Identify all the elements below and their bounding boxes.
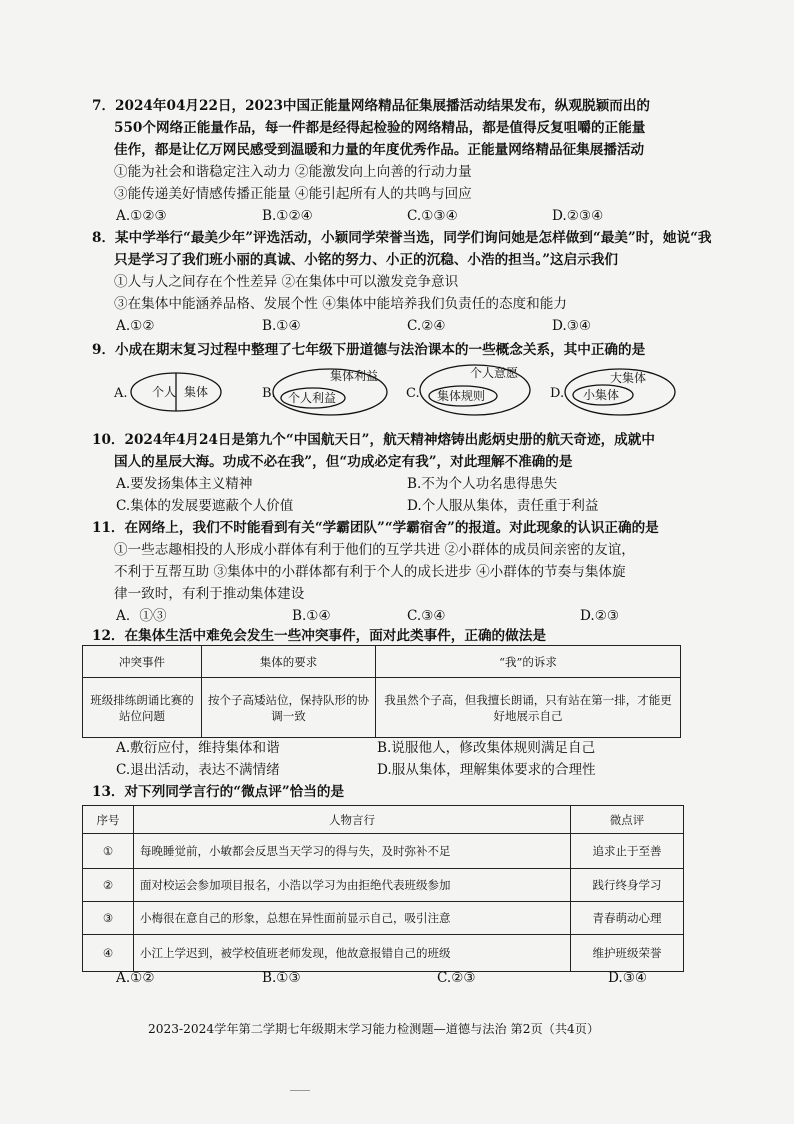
q12-table-header-row	[83, 646, 681, 678]
q9-a-label: A.	[114, 386, 128, 401]
q12-stem: 12．在集体生活中难免会发生一些冲突事件，面对此类事件，正确的做法是	[92, 628, 546, 644]
q12-header-collective: 集体的要求	[202, 646, 376, 678]
q9-c-label: C.	[406, 386, 420, 401]
q11-option-b: B.①④	[292, 608, 331, 624]
q9-b-outer-label: 集体利益	[330, 369, 379, 383]
q9-diagrams	[110, 360, 690, 426]
q13-row-2-number: ②	[83, 869, 134, 902]
q13-row-1-comment: 追求止于至善	[571, 834, 684, 869]
q12-cell-collective: 按个子高矮站位，保持队形的协调一致	[202, 678, 376, 738]
q13-option-a: A.①②	[116, 970, 155, 986]
scan-mark	[290, 1090, 310, 1091]
q13-stem: 13．对下列同学言行的“微点评”恰当的是	[92, 784, 345, 800]
q7-statement-line-2: ③能传递美好情感传播正能量 ④能引起所有人的共鸣与回应	[114, 186, 472, 202]
q9-d-inner-label: 小集体	[583, 388, 620, 402]
q13-header-behavior: 人物言行	[134, 806, 571, 834]
q12-option-c: C.退出活动，表达不满情绪	[116, 762, 280, 778]
q10-line-1: 10．2024年4月24日是第九个“中国航天日”，航天精神熔铸出彪炳史册的航天奇迹，成就中	[92, 432, 655, 448]
q8-line-1: 8．某中学举行“最美少年”评选活动，小颖同学荣誉当选，同学们询问她是怎样做到“最美”时，她说“我	[92, 230, 712, 246]
q12-option-d: D.服从集体，理解集体要求的合理性	[377, 762, 596, 778]
q13-row-4-number: ④	[83, 935, 134, 972]
q9-d-label: D.	[550, 386, 565, 401]
q8-line-2: 只是学习了我们班小丽的真诚、小铭的努力、小正的沉稳、小浩的担当。”这启示我们	[114, 252, 618, 268]
q13-row-2-comment: 践行终身学习	[571, 869, 684, 902]
q10-option-d: D.个人服从集体，责任重于利益	[407, 498, 599, 514]
q12-table	[82, 645, 681, 738]
q8-statement-line-1: ①人与人之间存在个性差异 ②在集体中可以激发竞争意识	[114, 274, 459, 290]
q13-table-row	[83, 834, 684, 869]
q10-option-b: B.不为个人功名患得患失	[407, 476, 558, 492]
q7-line-2: 550个网络正能量作品，每一件都是经得起检验的网络精品，都是值得反复咀嚼的正能量	[114, 120, 646, 136]
q8-option-c: C.②④	[407, 318, 446, 334]
q12-header-me: “我”的诉求	[376, 646, 681, 678]
q13-row-4-behavior: 小江上学迟到，被学校值班老师发现，他故意报错自己的班级	[134, 935, 571, 972]
q12-table-row	[83, 678, 681, 738]
q9-c-inner-label: 集体规则	[437, 389, 486, 403]
q12-cell-me: 我虽然个子高，但我擅长朗诵，只有站在第一排，才能更好地展示自己	[376, 678, 681, 738]
q12-option-a: A.敷衍应付，维持集体和谐	[116, 740, 280, 756]
q12-cell-event: 班级排练朗诵比赛的站位问题	[83, 678, 202, 738]
q13-option-d: D.③④	[608, 970, 648, 986]
q11-line-3: 不利于互帮互助 ③集体中的小群体都有利于个人的成长进步 ④小群体的节奏与集体旋	[114, 564, 626, 580]
q13-header-comment: 微点评	[571, 806, 684, 834]
q11-option-c: C.③④	[407, 608, 446, 624]
q13-row-2-behavior: 面对校运会参加项目报名，小浩以学习为由拒绝代表班级参加	[134, 869, 571, 902]
q12-header-event: 冲突事件	[83, 646, 202, 678]
q13-row-1-behavior: 每晚睡觉前，小敏都会反思当天学习的得与失，及时弥补不足	[134, 834, 571, 869]
q9-a-right-label: 集体	[184, 385, 209, 399]
q13-table-header-row	[83, 806, 684, 834]
q8-option-d: D.③④	[552, 318, 592, 334]
q13-row-3-number: ③	[83, 902, 134, 935]
page-footer: 2023-2024学年第二学期七年级期末学习能力检测题—道德与法治 第2页（共4页）	[148, 1022, 600, 1036]
q9-a-left-label: 个人	[152, 385, 177, 399]
q13-row-3-behavior: 小梅很在意自己的形象，总想在异性面前显示自己，吸引注意	[134, 902, 571, 935]
q7-statement-line-1: ①能为社会和谐稳定注入动力 ②能激发向上向善的行动力量	[114, 164, 472, 180]
q7-line-1: 7．2024年04月22日，2023中国正能量网络精品征集展播活动结果发布，纵观脱颖而出的	[92, 98, 650, 114]
q9-d-outer-label: 大集体	[610, 371, 647, 385]
q13-row-1-number: ①	[83, 834, 134, 869]
q13-header-number: 序号	[83, 806, 134, 834]
q7-line-3: 佳作，都是让亿万网民感受到温暖和力量的年度优秀作品。正能量网络精品征集展播活动	[114, 142, 645, 158]
q9-b-inner-label: 个人利益	[288, 391, 337, 405]
q7-option-d: D.②③④	[552, 208, 604, 224]
q7-option-b: B.①②④	[262, 208, 313, 224]
q11-option-d: D.②③	[580, 608, 620, 624]
q7-option-c: C.①③④	[407, 208, 458, 224]
q12-option-b: B.说服他人，修改集体规则满足自己	[377, 740, 596, 756]
q8-statement-line-2: ③在集体中能涵养品格、发展个性 ④集体中能培养我们负责任的态度和能力	[114, 296, 567, 312]
q11-line-1: 11．在网络上，我们不时能看到有关“学霸团队”“学霸宿舍”的报道。对此现象的认识正确的是	[92, 520, 659, 536]
q13-table-row	[83, 902, 684, 935]
q10-option-a: A.要发扬集体主义精神	[116, 476, 253, 492]
q13-option-c: C.②③	[437, 970, 476, 986]
q13-table-row	[83, 869, 684, 902]
q9-b-label: B.	[262, 386, 276, 401]
q11-line-2: ①一些志趣相投的人形成小群体有利于他们的互学共进 ②小群体的成员间亲密的友谊，	[114, 542, 635, 558]
q13-table-row	[83, 935, 684, 972]
q7-option-a: A.①②③	[116, 208, 167, 224]
q13-row-4-comment: 维护班级荣誉	[571, 935, 684, 972]
q10-line-2: 国人的星辰大海。功成不必在我”，但“功成必定有我”，对此理解不准确的是	[114, 454, 573, 470]
q13-table	[82, 805, 684, 972]
q9-stem: 9．小成在期末复习过程中整理了七年级下册道德与法治课本的一些概念关系，其中正确的是	[92, 342, 646, 358]
q10-option-c: C.集体的发展要遮蔽个人价值	[116, 498, 294, 514]
q11-line-4: 律一致时，有利于推动集体建设	[114, 586, 305, 602]
q8-option-a: A.①②	[116, 318, 155, 334]
q11-option-a: A．①③	[116, 608, 167, 624]
q13-option-b: B.①③	[262, 970, 301, 986]
q13-row-3-comment: 青春萌动心理	[571, 902, 684, 935]
q8-option-b: B.①④	[262, 318, 301, 334]
q9-c-outer-label: 个人意愿	[470, 366, 519, 380]
